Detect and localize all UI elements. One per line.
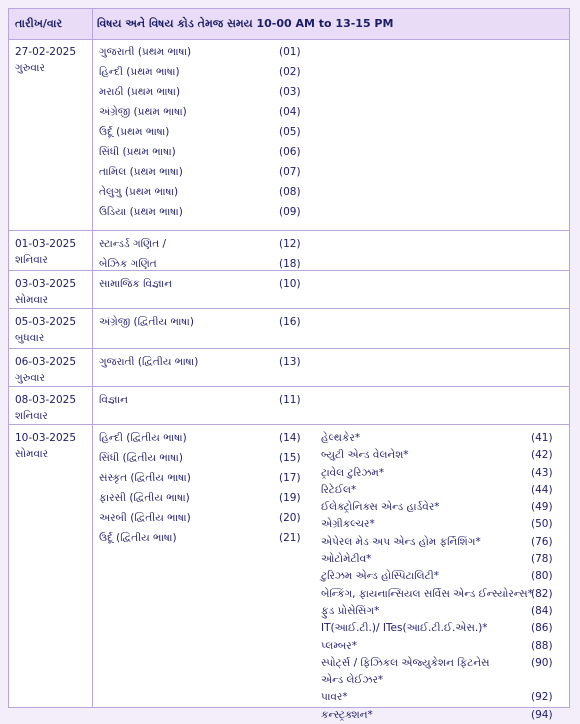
subject-item [99,430,309,450]
subject-item [99,490,309,510]
table-header [9,9,569,40]
subject-name: પ્લમ્બર* [321,639,357,652]
subject-code: (02) [279,66,301,78]
table-row [9,425,569,721]
exam-day: સોમવાર [15,448,49,460]
subject-code: (90) [531,656,553,669]
subject-code: (06) [279,146,301,158]
subject-code: (11) [279,394,301,406]
subject-name: સંસ્કૃત (દ્વિતીય ભાષા) [99,472,191,484]
subject-code: (20) [279,512,301,524]
table-row [9,387,569,425]
row-date-cell [15,354,76,386]
subject-name: હિન્દી (દ્વિતીય ભાષા) [99,432,187,444]
subject-name: હિન્દી (પ્રથમ ભાષા) [99,66,180,78]
subject-name: એગ્રીકલ્ચર* [321,518,375,531]
subject-code: (82) [531,587,553,600]
subject-code: (13) [279,356,301,368]
date-day-header: તારીખ/વાર [15,17,63,30]
subject-item [99,530,309,550]
subject-header: વિષય અને વિષય કોડ તેમજ સમય 10-00 AM to 13-15 PM [97,17,394,30]
subject-item [321,430,561,447]
exam-day: શનિવાર [15,410,48,422]
subject-item [99,354,309,374]
subject-name: અંગ્રેજી (દ્વિતીય ભાષા) [99,316,194,328]
exam-day: ગુરુવાર [15,372,45,384]
subject-name: એન્ડ લેઈઝર* [321,674,384,687]
subject-item [99,392,309,412]
row-date-cell [15,44,76,76]
subject-name: કન્સ્ટ્રક્શન* [321,708,373,721]
subject-name: બેઝિક ગણિત [99,258,157,270]
subject-code: (14) [279,432,301,444]
table-row [9,231,569,271]
subject-item [321,534,561,551]
subject-item [99,104,309,124]
subject-name: વિજ્ઞાન [99,394,128,406]
subject-name: અંગ્રેજી (પ્રથમ ભાષા) [99,106,187,118]
subject-name: મરાઠી (પ્રથમ ભાષા) [99,86,181,98]
subject-name: ગુજરાતી (દ્વિતીય ભાષા) [99,356,199,368]
subject-item [321,568,561,585]
subject-item [99,510,309,530]
subject-code: (18) [279,258,301,270]
row-date-cell [15,430,76,462]
subject-name: ફારસી (દ્વિતીય ભાષા) [99,492,190,504]
subject-list [99,430,309,550]
subject-item [321,672,561,689]
subject-name: સ્ટાન્ડર્ડ ગણિત / [99,238,167,250]
subject-name: IT(આઈ.ટી.)/ ITes(આઈ.ટી.ઈ.એસ.)* [321,622,488,635]
subject-item [321,499,561,516]
subject-list [99,276,309,296]
subject-code: (49) [531,501,553,514]
subject-code: (44) [531,483,553,496]
subject-name: સામાજિક વિજ્ઞાન [99,278,173,290]
subject-item [321,655,561,672]
subject-code: (01) [279,46,301,58]
subject-item [321,603,561,620]
subject-code: (21) [279,532,301,544]
subject-code: (03) [279,86,301,98]
subject-code: (86) [531,622,553,635]
exam-date: 05-03-2025 [15,316,77,328]
subject-item [321,689,561,706]
subject-item [321,516,561,533]
subject-name: ટ્રાવેલ ટુરિઝમ* [321,466,385,479]
subject-list [99,236,309,276]
subject-code: (08) [279,186,301,198]
subject-name: ઉર્દૂ (પ્રથમ ભાષા) [99,126,170,138]
subject-code: (43) [531,466,553,479]
vocational-subject-list [321,430,561,724]
subject-code: (16) [279,316,301,328]
subject-name: ટુરિઝમ એન્ડ હોસ્પિટાલિટી* [321,570,439,583]
subject-code: (05) [279,126,301,138]
subject-name: બ્યુટી એન્ડ વેલનેશ* [321,449,409,462]
subject-name: ફુડ પ્રોસેસિંગ* [321,604,380,617]
subject-item [99,84,309,104]
subject-item [99,44,309,64]
subject-name: તામિલ (પ્રથમ ભાષા) [99,166,183,178]
subject-code: (94) [531,708,553,721]
exam-date: 06-03-2025 [15,356,77,368]
exam-day: સોમવાર [15,294,49,306]
subject-code: (09) [279,206,301,218]
subject-code: (50) [531,518,553,531]
subject-item [99,236,309,256]
subject-item [321,620,561,637]
subject-item [321,551,561,568]
subject-list [99,392,309,412]
subject-item [99,204,309,224]
subject-list [99,44,309,224]
exam-day: ગુરુવાર [15,62,45,74]
exam-date: 27-02-2025 [15,46,77,58]
exam-date: 01-03-2025 [15,238,77,250]
subject-code: (88) [531,639,553,652]
subject-item [99,124,309,144]
subject-name: અરબી (દ્વિતીય ભાષા) [99,512,191,524]
subject-code: (04) [279,106,301,118]
subject-name: સ્પોર્ટ્સ / ફિઝિકલ એજ્યુકેશન ફિટનેસ [321,656,490,669]
subject-item [99,144,309,164]
subject-name: હેલ્થકેર* [321,432,361,444]
subject-list [99,354,309,374]
subject-item [99,470,309,490]
table-row [9,309,569,349]
subject-item [321,586,561,603]
subject-code: (76) [531,535,553,548]
exam-date: 08-03-2025 [15,394,77,406]
table-row [9,349,569,387]
subject-code: (84) [531,604,553,617]
subject-name: ઓટોમેટીવ* [321,553,372,566]
subject-item [99,184,309,204]
subject-item [321,707,561,724]
subject-code: (12) [279,238,301,250]
subject-code: (92) [531,691,553,704]
subject-code: (07) [279,166,301,178]
exam-day: બુધવાર [15,332,45,344]
subject-code: (10) [279,278,301,290]
subject-name: ઉડિયા (પ્રથમ ભાષા) [99,206,183,218]
subject-item [321,465,561,482]
subject-name: સિંધી (પ્રથમ ભાષા) [99,146,176,158]
subject-name: ઉર્દૂ (દ્વિતીય ભાષા) [99,532,177,544]
subject-name: ઈલેક્ટ્રોનિક્સ એન્ડ હાર્ડવેર* [321,501,440,514]
exam-timetable [8,8,570,721]
subject-code: (80) [531,570,553,583]
subject-code: (42) [531,449,553,462]
subject-name: તેલુગુ (પ્રથમ ભાષા) [99,186,179,198]
exam-date: 10-03-2025 [15,432,77,444]
subject-code: (19) [279,492,301,504]
subject-name: બેન્કિંગ, ફાયનાન્સિયલ સર્વિસ એન્ડ ઈન્સ્યોરન્સ* [321,587,533,600]
row-date-cell [15,314,76,346]
row-date-cell [15,392,76,424]
subject-code: (41) [531,432,553,444]
subject-code: (17) [279,472,301,484]
subject-name: ગુજરાતી (પ્રથમ ભાષા) [99,46,192,58]
table-row [9,39,569,231]
table-row [9,271,569,309]
subject-code: (78) [531,553,553,566]
subject-item [99,450,309,470]
subject-name: પાવર* [321,691,348,704]
subject-item [321,447,561,464]
exam-day: શનિવાર [15,254,48,266]
subject-item [321,638,561,655]
subject-item [321,482,561,499]
row-date-cell [15,236,76,268]
subject-name: સિંધી (દ્વિતીય ભાષા) [99,452,183,464]
subject-code: (15) [279,452,301,464]
subject-name: એપેરલ મેડ અપ એન્ડ હોમ ફર્નિશિંગ* [321,535,481,548]
subject-list [99,314,309,334]
subject-item [99,64,309,84]
subject-item [99,276,309,296]
row-date-cell [15,276,76,308]
subject-item [99,164,309,184]
subject-item [99,314,309,334]
exam-date: 03-03-2025 [15,278,77,290]
subject-name: રિટેઈલ* [321,483,357,496]
